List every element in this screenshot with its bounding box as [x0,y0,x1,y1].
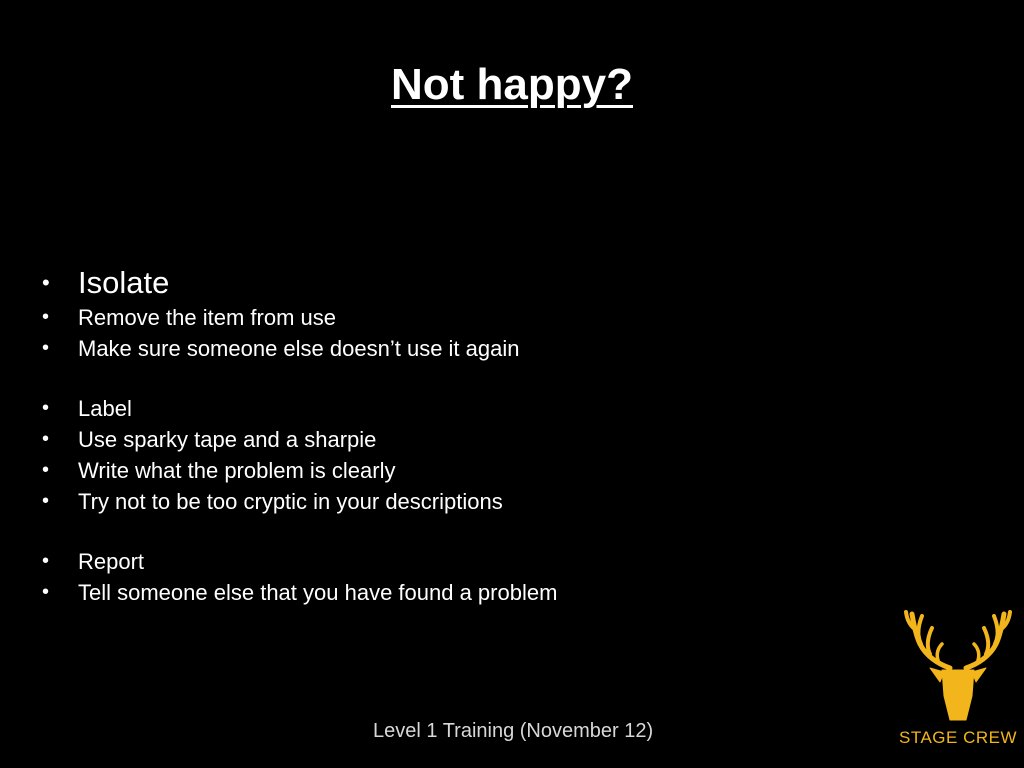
bullet-dot: • [42,337,50,359]
footer-text: Level 1 Training (November 12) [373,720,654,742]
bullet-item [40,302,557,333]
bullet-item [40,393,557,424]
slide-title: Not happy? [391,60,633,109]
bullet-text: Try not to be too cryptic in your descriptions [78,489,503,514]
bullet-text: Tell someone else that you have found a problem [78,580,558,605]
bullet-text: Use sparky tape and a sharpie [78,427,377,452]
stage-crew-logo [898,606,1018,758]
bullet-dot: • [42,306,50,328]
bullet-item [40,264,557,302]
bullet-spacer [40,364,557,393]
bullet-text: Isolate [78,265,170,300]
bullet-item [40,546,557,577]
bullet-dot: • [42,270,50,295]
bullet-dot: • [42,459,50,481]
bullet-text: Remove the item from use [78,305,336,330]
bullet-item [40,333,557,364]
bullet-dot: • [42,490,50,512]
bullet-text: Make sure someone else doesn’t use it again [78,336,520,361]
bullet-dot: • [42,550,50,572]
bullet-item [40,577,557,608]
bullet-dot: • [42,397,50,419]
bullet-item [40,486,557,517]
bullet-text: Label [78,396,132,421]
logo-text: STAGE CREW [898,728,1018,747]
stag-head-icon [904,606,1012,728]
bullet-list [40,264,557,608]
bullet-text: Write what the problem is clearly [78,458,396,483]
bullet-spacer [40,517,557,546]
bullet-dot: • [42,428,50,450]
bullet-item [40,424,557,455]
bullet-item [40,455,557,486]
bullet-dot: • [42,581,50,603]
bullet-text: Report [78,549,145,574]
